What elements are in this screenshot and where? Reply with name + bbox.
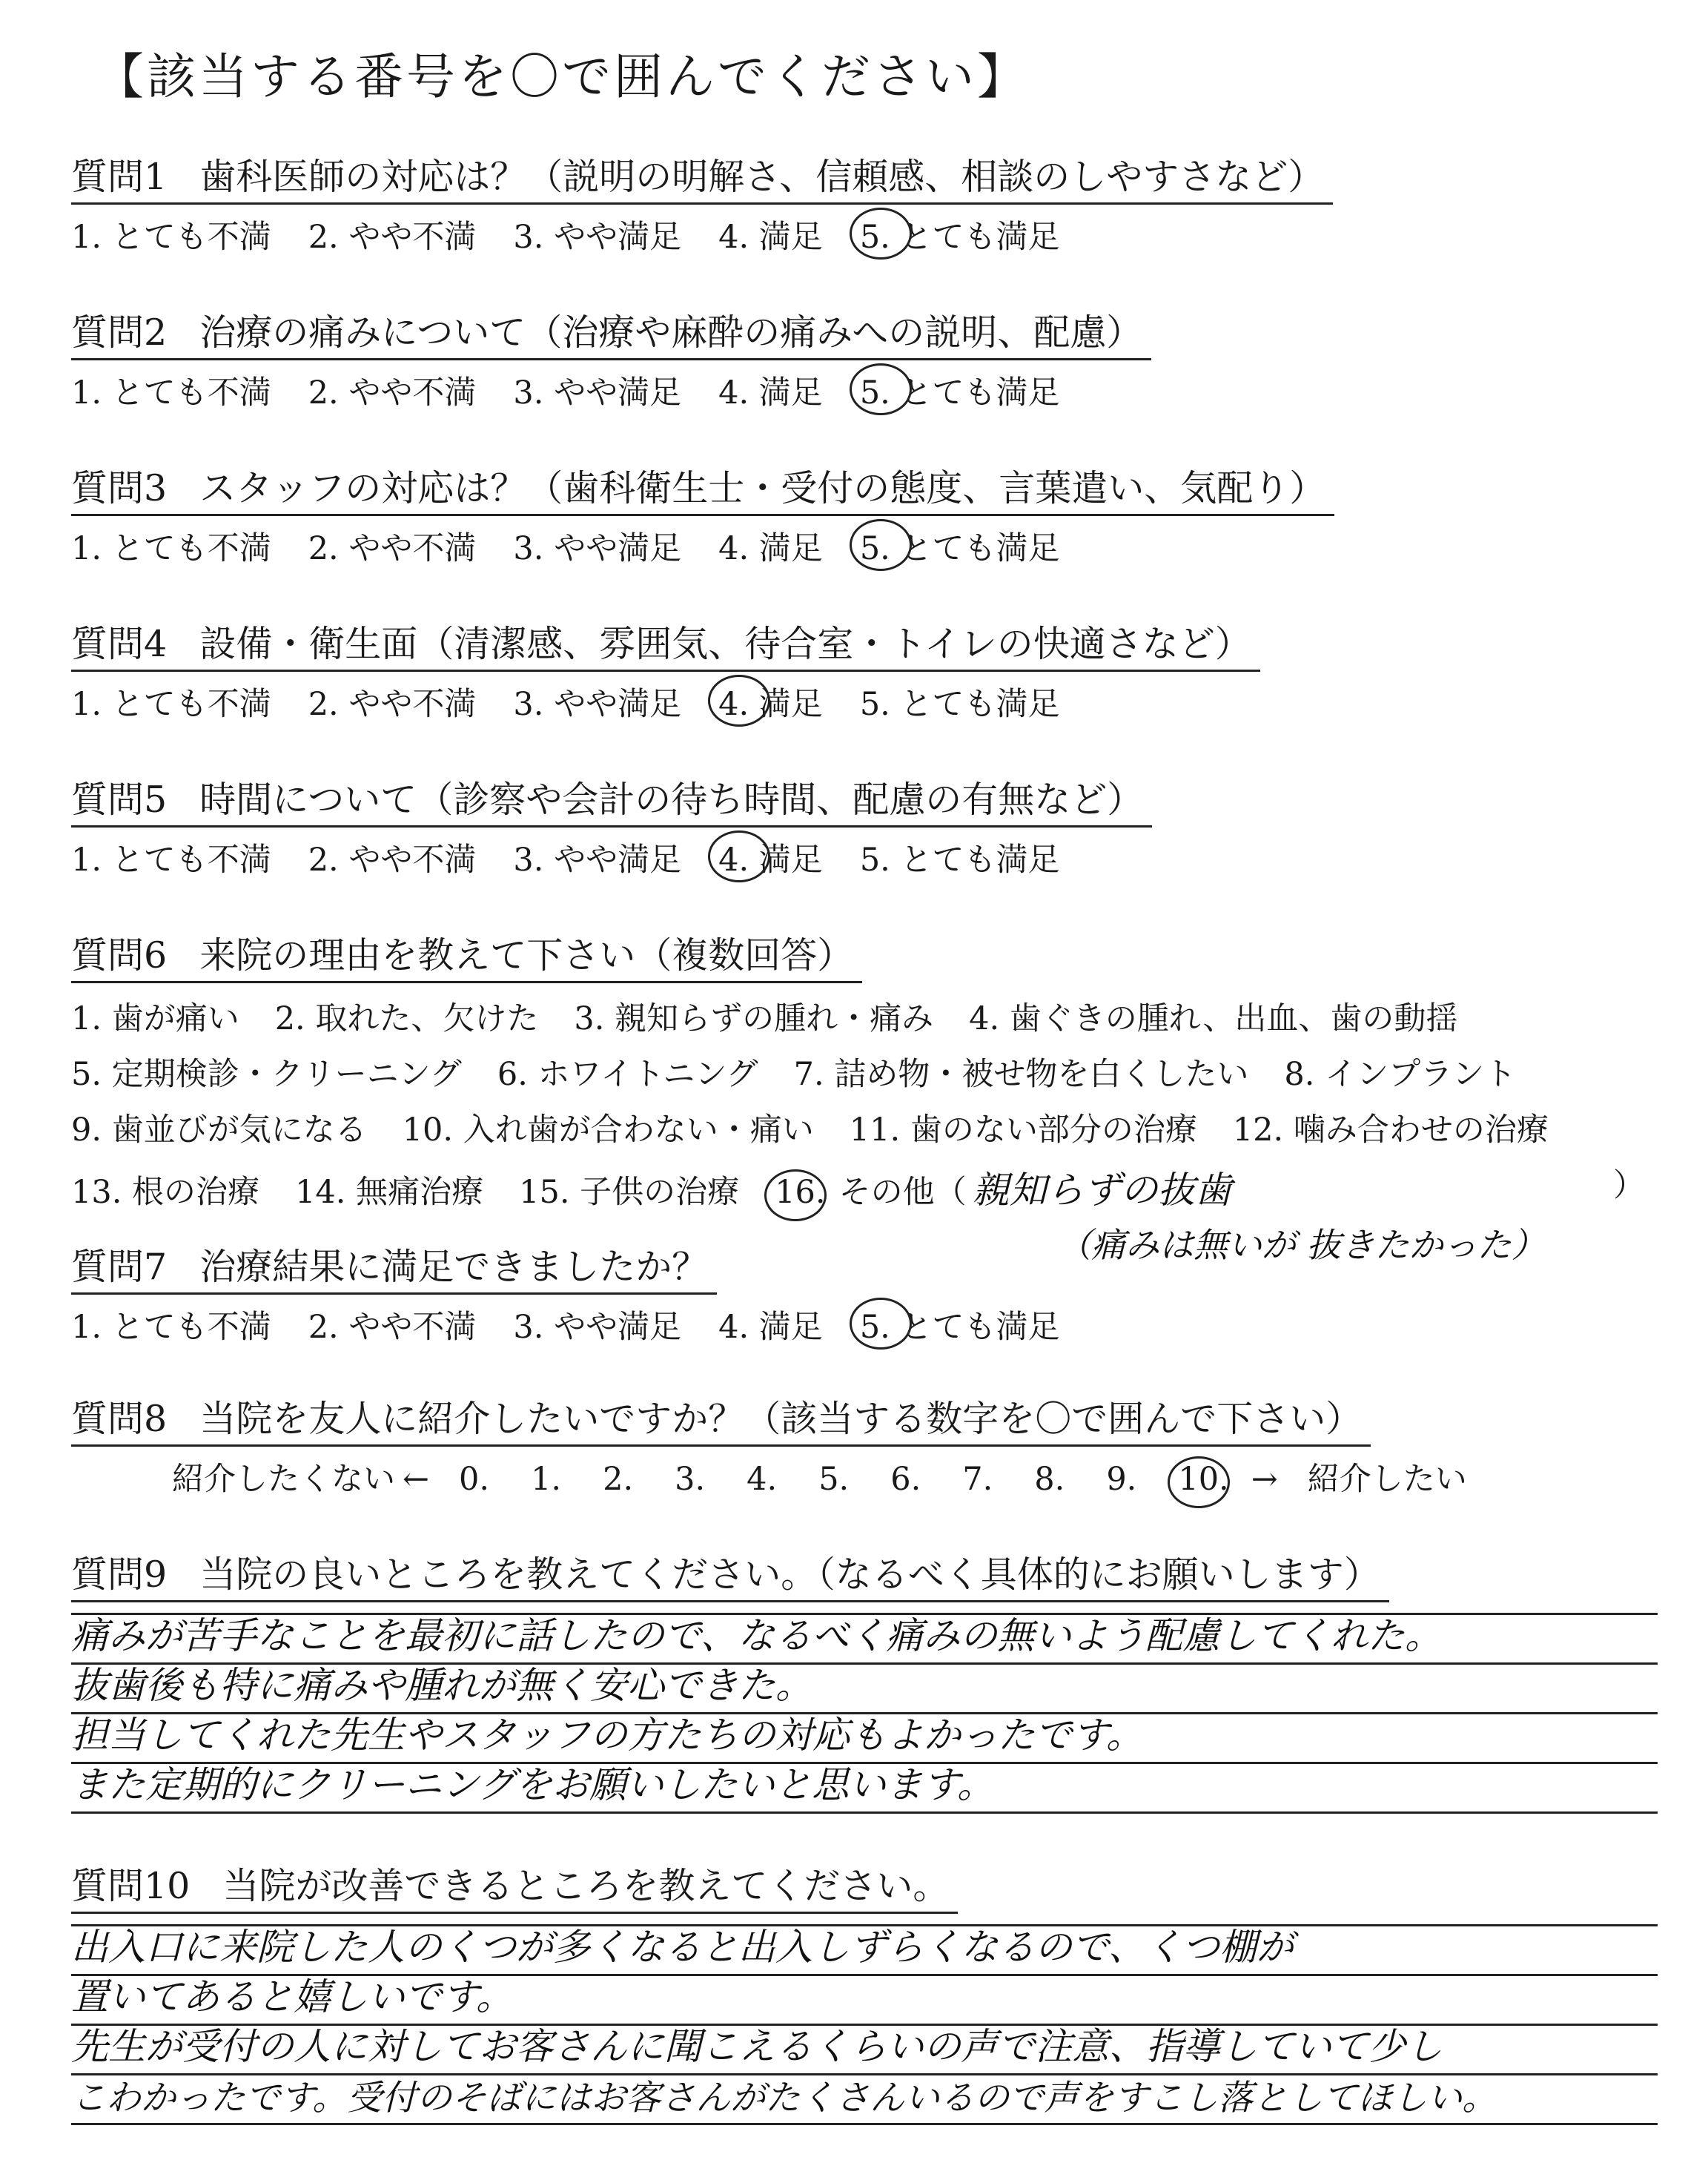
option-3[interactable]: 3. やや満足 [513, 686, 682, 723]
page-title: 【該当する番号を〇で囲んでください】 [95, 48, 1029, 105]
reason-option[interactable]: 13. 根の治療 [71, 1174, 260, 1211]
scale-value[interactable]: 6. [890, 1461, 921, 1498]
question-number: 質問7 [71, 1246, 168, 1288]
reason-option[interactable]: 10. 入れ歯が合わない・痛い [402, 1112, 814, 1149]
reason-row [71, 994, 1658, 1039]
option-4[interactable]: 4. 満足 [718, 530, 823, 567]
option-4[interactable]: 4. 満足 [718, 219, 823, 256]
scale-value[interactable]: 9. [1106, 1461, 1137, 1498]
question-3 [71, 460, 1658, 569]
left-arrow-icon: ← [403, 1461, 430, 1498]
question-text: 治療の痛みについて（治療や麻酔の痛みへの説明、配慮） [199, 311, 1143, 354]
question-text: 治療結果に満足できましたか？ [199, 1246, 709, 1288]
option-1[interactable]: 1. とても不満 [71, 374, 271, 412]
scale-value-10-selected[interactable]: 10. [1178, 1461, 1229, 1498]
reason-option[interactable]: 15. 子供の治療 [519, 1174, 740, 1211]
option-4-selected[interactable]: 4. 満足 [718, 835, 823, 880]
question-number: 質問5 [71, 779, 168, 821]
option-5-selected[interactable]: 5. とても満足 [860, 524, 1060, 569]
reason-option[interactable]: 1. 歯が痛い [71, 1000, 239, 1037]
handwritten-answer: また定期的にクリーニングをお願いしたいと思います。 [71, 1763, 994, 1806]
handwritten-answer: 先生が受付の人に対してお客さんに聞こえるくらいの声で注意、指導していて少し [71, 2025, 1443, 2068]
reason-row [71, 1160, 1658, 1214]
scale-value[interactable]: 7. [962, 1461, 993, 1498]
option-5[interactable]: 5. とても満足 [859, 842, 1060, 879]
rating-options [71, 679, 1658, 724]
reason-option[interactable]: 9. 歯並びが気になる [71, 1112, 367, 1149]
rating-options [71, 524, 1658, 569]
answer-lines [71, 1613, 1658, 1814]
handwritten-answer: 抜歯後も特に痛みや腫れが無く安心できた。 [71, 1664, 812, 1707]
option-1[interactable]: 1. とても不満 [71, 842, 271, 879]
option-2[interactable]: 2. やや不満 [308, 1309, 477, 1346]
question-text: スタッフの対応は？（歯科衛生士・受付の態度、言葉遣い、気配り） [199, 467, 1326, 509]
option-3[interactable]: 3. やや満足 [513, 374, 682, 412]
handwritten-answer: 痛みが苦手なことを最初に話したので、なるべく痛みの無いよう配慮してくれた。 [71, 1614, 1442, 1657]
option-3[interactable]: 3. やや満足 [513, 1309, 682, 1346]
rating-options [71, 1302, 1658, 1347]
reason-option[interactable]: 11. 歯のない部分の治療 [849, 1112, 1197, 1149]
question-10 [71, 1857, 1658, 2125]
question-text: 設備・衛生面（清潔感、雰囲気、待合室・トイレの快適さなど） [199, 623, 1251, 665]
question-6 [71, 927, 1658, 1267]
question-number: 質問1 [71, 156, 168, 198]
option-5-selected[interactable]: 5. とても満足 [860, 212, 1060, 257]
option-3[interactable]: 3. やや満足 [513, 530, 682, 567]
question-1 [71, 148, 1658, 257]
question-number: 質問8 [71, 1398, 168, 1440]
right-arrow-icon: → [1251, 1461, 1278, 1498]
question-text: 当院の良いところを教えてください。（なるべく具体的にお願いします） [199, 1553, 1380, 1596]
scale-value[interactable]: 0. [459, 1461, 490, 1498]
answer-line[interactable] [71, 2075, 1658, 2125]
scale-left-label: 紹介したくない [172, 1461, 395, 1498]
question-number: 質問2 [71, 311, 168, 354]
question-text: 当院を友人に紹介したいですか？（該当する数字を〇で囲んで下さい） [199, 1398, 1363, 1440]
reason-option[interactable]: 2. 取れた、欠けた [274, 1000, 539, 1037]
question-number: 質問3 [71, 467, 168, 509]
scale-value[interactable]: 2. [603, 1461, 634, 1498]
option-4[interactable]: 4. 満足 [718, 1309, 823, 1346]
question-text: 時間について（診察や会計の待ち時間、配慮の有無など） [199, 779, 1144, 821]
option-2[interactable]: 2. やや不満 [308, 530, 477, 567]
option-2[interactable]: 2. やや不満 [308, 219, 477, 256]
option-2[interactable]: 2. やや不満 [308, 374, 477, 412]
reason-option[interactable]: 7. 詰め物・被せ物を白くしたい [793, 1056, 1249, 1093]
reason-option[interactable]: 8. インプラント [1284, 1056, 1517, 1093]
reason-option[interactable]: 12. 噛み合わせの治療 [1232, 1112, 1549, 1149]
handwritten-answer: こわかったです。受付のそばにはお客さんがたくさんいるので声をすこし落としてほしい。 [71, 2078, 1497, 2118]
rating-options [71, 212, 1658, 257]
reason-option-other[interactable]: その他（ [838, 1174, 967, 1211]
option-3[interactable]: 3. やや満足 [513, 842, 682, 879]
reason-row [71, 1105, 1658, 1150]
option-1[interactable]: 1. とても不満 [71, 1309, 271, 1346]
question-2 [71, 304, 1658, 413]
option-5-selected[interactable]: 5. とても満足 [860, 1302, 1060, 1347]
question-text: 当院が改善できるところを教えてください。 [222, 1865, 950, 1907]
option-5-selected[interactable]: 5. とても満足 [860, 368, 1060, 413]
question-number: 質問4 [71, 623, 168, 665]
question-number: 質問6 [71, 934, 168, 977]
scale-value[interactable]: 3. [675, 1461, 706, 1498]
answer-line[interactable] [71, 2026, 1658, 2075]
option-4-selected[interactable]: 4. 満足 [718, 679, 823, 724]
scale-value[interactable]: 5. [818, 1461, 850, 1498]
option-1[interactable]: 1. とても不満 [71, 530, 271, 567]
answer-line[interactable] [71, 1764, 1658, 1814]
other-answer-handwritten: 親知らずの抜歯 [972, 1169, 1232, 1212]
question-8 [71, 1390, 1658, 1499]
handwritten-answer: 出入口に来院した人のくつが多くなると出入しずらくなるので、くつ棚が [71, 1926, 1294, 1969]
option-1[interactable]: 1. とても不満 [71, 686, 271, 723]
scale-value[interactable]: 8. [1034, 1461, 1065, 1498]
handwritten-answer: 担当してくれた先生やスタッフの方たちの対応もよかったです。 [71, 1714, 1143, 1757]
reason-option[interactable]: 3. 親知らずの腫れ・痛み [574, 1000, 934, 1037]
question-4 [71, 615, 1658, 724]
reason-option-16-selected[interactable]: 16. [775, 1174, 826, 1211]
scale-value[interactable]: 1. [531, 1461, 562, 1498]
handwritten-answer: 置いてあると嬉しいです。 [71, 1975, 513, 2018]
recommend-scale [172, 1454, 1658, 1499]
scale-value[interactable]: 4. [747, 1461, 778, 1498]
question-9 [71, 1546, 1658, 1814]
question-text: 来院の理由を教えて下さい（複数回答） [199, 934, 854, 977]
scale-right-label: 紹介したい [1307, 1461, 1467, 1498]
answer-lines [71, 1924, 1658, 2125]
other-answer-handwritten-2: （痛みは無いが 抜きたかった） [1057, 1225, 1546, 1265]
question-5 [71, 771, 1658, 880]
reason-option[interactable]: 14. 無痛治療 [295, 1174, 484, 1211]
question-number: 質問10 [71, 1865, 191, 1907]
reason-option[interactable]: 4. 歯ぐきの腫れ、出血、歯の動揺 [969, 1000, 1458, 1037]
option-3[interactable]: 3. やや満足 [513, 219, 682, 256]
option-2[interactable]: 2. やや不満 [308, 842, 477, 879]
reason-option[interactable]: 6. ホワイトニング [497, 1056, 758, 1093]
other-close-paren: ） [1613, 1167, 1645, 1204]
rating-options [71, 368, 1658, 413]
question-number: 質問9 [71, 1553, 168, 1596]
reason-row [71, 1049, 1658, 1094]
option-4[interactable]: 4. 満足 [718, 374, 823, 412]
option-1[interactable]: 1. とても不満 [71, 219, 271, 256]
question-text: 歯科医師の対応は？（説明の明解さ、信頼感、相談のしやすさなど） [199, 156, 1325, 198]
rating-options [71, 835, 1658, 880]
reason-option[interactable]: 5. 定期検診・クリーニング [71, 1056, 462, 1093]
option-2[interactable]: 2. やや不満 [308, 686, 477, 723]
question-7 [71, 1238, 1658, 1347]
option-5[interactable]: 5. とても満足 [859, 686, 1060, 723]
